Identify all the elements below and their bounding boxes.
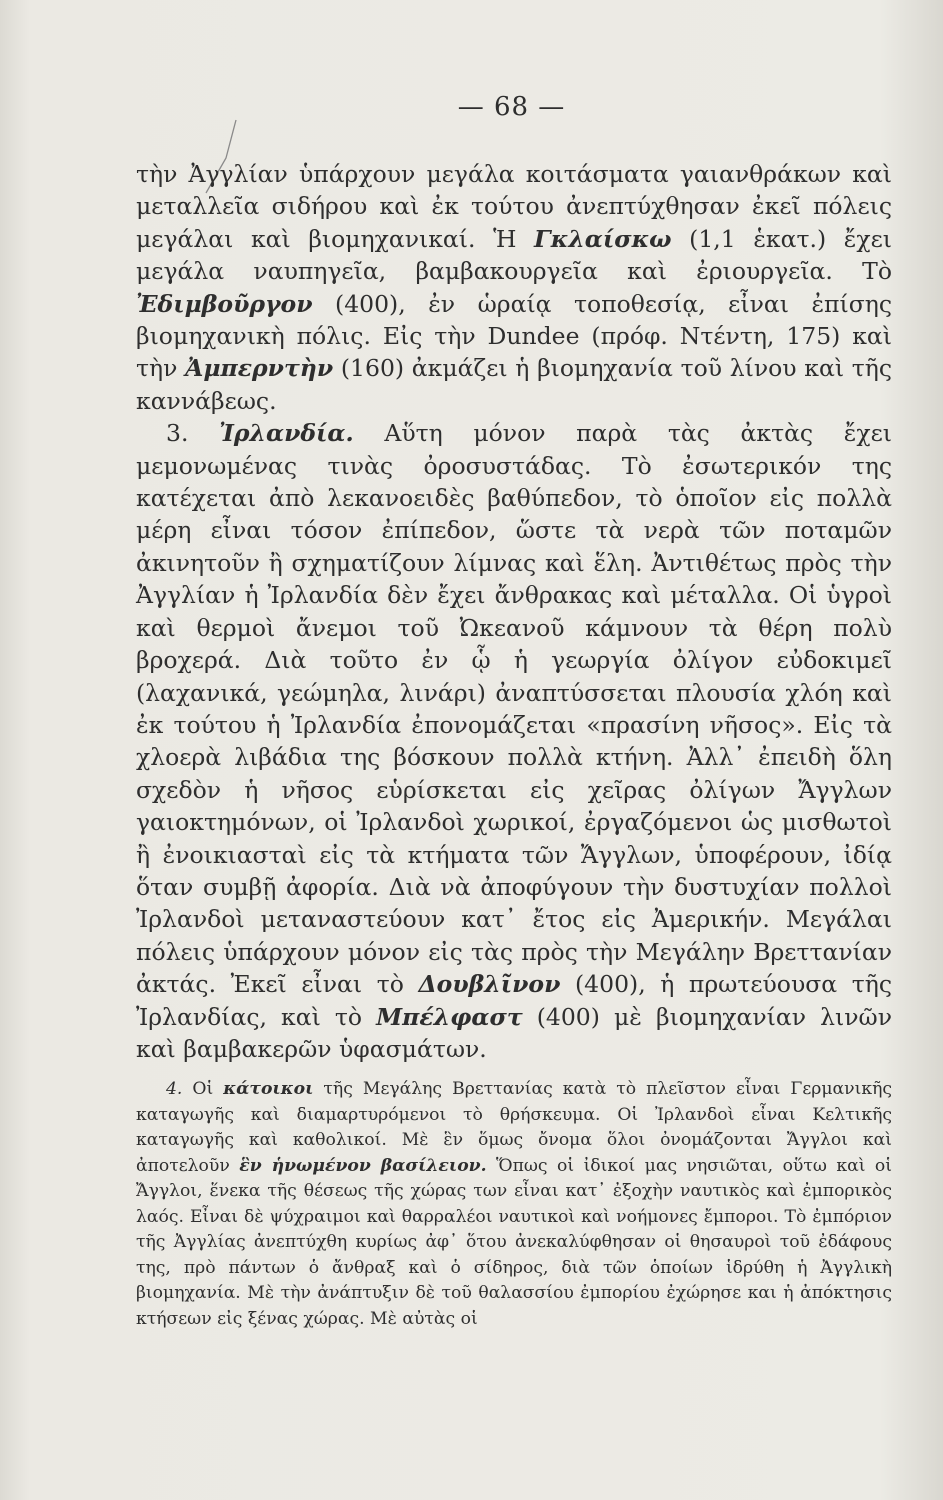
- term-united-kingdom: ἓν ἡνωμένον βασίλειον.: [239, 1155, 487, 1176]
- note-section: [136, 1077, 892, 1332]
- page-number: — 68 —: [457, 92, 566, 122]
- section-heading-ireland: Ἰρλανδία.: [219, 419, 354, 448]
- note-number: 4.: [166, 1079, 183, 1099]
- term-inhabitants: κάτοικοι: [223, 1079, 314, 1099]
- section-number: 3.: [166, 419, 189, 448]
- paragraph-britain: τὴν Ἀγγλίαν ὑπάρχουν μεγάλα κοιτάσματα γαιανθράκων καὶ μεταλλεῖα σιδήρου καὶ ἐκ τούτου ἀνεπτύχθησαν ἐκεῖ πόλεις μεγάλαι καὶ βιομηχανικαί. Ἡ Γκλαίσκω (1,1 ἑκατ.) ἔχει μεγάλα ναυπηγεῖα, βαμβακουργεῖα καὶ ἐριουργεῖα. Τὸ Ἐδιμβοῦργον (400), ἐν ὡραίᾳ τοποθεσίᾳ, εἶναι ἐπίσης βιομηχανικὴ πόλις. Εἰς τὴν Dundee (πρόφ. Ντέντη, 175) καὶ τὴν Ἀμπερντὴν (160) ἀκμάζει ἡ βιομηχανία τοῦ λίνου καὶ τῆς καννάβεως.: [136, 160, 892, 415]
- place-glasgow: Γκλαίσκω: [534, 224, 672, 253]
- paragraph-ireland: 3. Ἰρλανδία. Αὕτη μόνον παρὰ τὰς ἀκτὰς ἔχει μεμονωμένας τινὰς ὀροσυστάδας. Τὸ ἐσωτερικόν της κατέχεται ἀπὸ λεκανοειδὲς βαθύπεδον, τὸ ὁποῖον εἰς πολλὰ μέρη εἶναι τόσον ἐπίπεδον, ὥστε τὰ νερὰ τῶν ποταμῶν ἀκινητοῦν ἢ σχηματίζουν λίμνας καὶ ἕλη. Ἀντιθέτως πρὸς τὴν Ἀγγλίαν ἡ Ἰρλανδία δὲν ἔχει ἄνθρακας καὶ μέταλλα. Οἱ ὑγροὶ καὶ θερμοὶ ἄνεμοι τοῦ Ὠκεανοῦ κάμνουν τὰ θέρη πολὺ βροχερά. Διὰ τοῦτο ἐν ᾧ ἡ γεωργία ὀλίγον εὐδοκιμεῖ (λαχανικά, γεώμηλα, λινάρι) ἀναπτύσσεται πλουσία χλόη καὶ ἐκ τούτου ἡ Ἰρλανδία ἐπονομάζεται «πρασίνη νῆσος». Εἰς τὰ χλοερὰ λιβάδια της βόσκουν πολλὰ κτήνη. Ἀλλ᾽ ἐπειδὴ ὅλη σχεδὸν ἡ νῆσος εὑρίσκεται εἰς χεῖρας ὀλίγων Ἄγγλων γαιοκτημόνων, οἱ Ἰρλανδοὶ χωρικοί, ἐργαζόμενοι ὡς μισθωτοὶ ἢ ἐνοικιασταὶ εἰς τὰ κτήματα τῶν Ἄγγλων, ὑποφέρουν, ἰδίᾳ ὅταν συμβῇ ἀφορία. Διὰ νὰ ἀποφύγουν τὴν δυστυχίαν πολλοὶ Ἰρλανδοὶ μεταναστεύουν κατ᾽ ἔτος εἰς Ἀμερικήν. Μεγάλαι πόλεις ὑπάρχουν μόνον εἰς τὰς πρὸς τὴν Μεγάλην Βρεττανίαν ἀκτάς. Ἐκεῖ εἶναι τὸ Δουβλῖνον (400), ἡ πρωτεύουσα τῆς Ἰρλανδίας, καὶ τὸ Μπέλφαστ (400) μὲ βιομηχανίαν λινῶν καὶ βαμβακερῶν ὑφασμάτων.: [136, 419, 892, 1063]
- note-paragraph: 4. Οἱ κάτοικοι τῆς Μεγάλης Βρεττανίας κατὰ τὸ πλεῖστον εἶναι Γερμανικῆς καταγωγῆς καὶ διαμαρτυρόμενοι τὸ θρήσκευμα. Οἱ Ἰρλανδοὶ εἶναι Κελτικῆς καταγωγῆς καὶ καθολικοί. Μὲ ἓν ὅμως ὄνομα ὅλοι ὀνομάζονται Ἄγγλοι καὶ ἀποτελοῦν ἓν ἡνωμένον βασίλειον. Ὅπως οἱ ἰδικοί μας νησιῶται, οὕτω καὶ οἱ Ἄγγλοι, ἕνεκα τῆς θέσεως τῆς χώρας των εἶναι κατ᾽ ἐξοχὴν ναυτικὸς καὶ ἐμπορικὸς λαός. Εἶναι δὲ ψύχραιμοι καὶ θαρραλέοι ναυτικοὶ καὶ νοήμονες ἔμποροι. Τὸ ἐμπόριον τῆς Ἀγγλίας ἀνεπτύχθη κυρίως ἀφ᾽ ὅτου ἀνεκαλύφθησαν οἱ θησαυροὶ τοῦ ἐδάφους της, πρὸ πάντων ὁ ἄνθραξ καὶ ὁ σίδηρος, διὰ τῶν ὁποίων ἱδρύθη ἡ Ἀγγλικὴ βιομηχανία. Μὲ τὴν ἀνάπτυξιν δὲ τοῦ θαλασσίου ἐμπορίου ἐχώρησε και ἡ ἀπόκτησις κτήσεων εἰς ξένας χώρας. Μὲ αὐτὰς οἱ: [136, 1079, 892, 1329]
- place-edinburgh: Ἐδιμβοῦργον: [136, 289, 313, 318]
- main-text: [136, 158, 892, 1065]
- place-belfast: Μπέλφαστ: [376, 1002, 523, 1031]
- place-aberdeen: Ἀμπερντὴν: [185, 354, 334, 383]
- place-dublin: Δουβλῖνον: [418, 970, 561, 999]
